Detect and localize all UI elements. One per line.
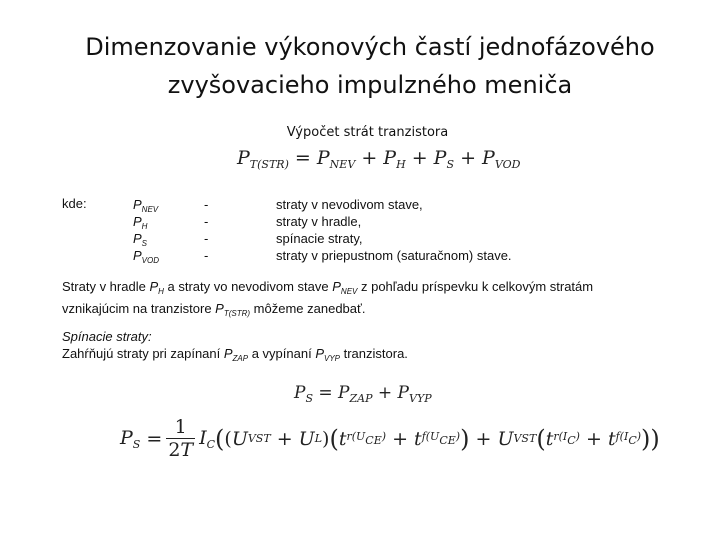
legend-dash: -: [204, 197, 209, 212]
legend-descriptions: [276, 196, 512, 264]
section-subtitle: Výpočet strát tranzistora: [286, 125, 449, 140]
formula-switching-sum: $P_S = P_{ZAP} + P_{VYP}$: [294, 383, 432, 405]
legend-description: spínacie straty,: [276, 231, 363, 246]
legend-description: straty v hradle,: [276, 214, 362, 229]
page-title: [60, 28, 680, 104]
legend-description: straty v nevodivom stave,: [276, 197, 423, 212]
title-line-1: Dimenzovanie výkonových častí jednofázového: [85, 33, 655, 61]
switching-losses-heading: Spínacie straty:: [62, 329, 152, 344]
kde-label: kde:: [62, 196, 87, 211]
legend-symbols: [133, 196, 159, 264]
legend-symbol: $P_{VOD}$: [133, 248, 160, 265]
paragraph-switching: Zahŕňujú straty pri zapínaní $P_{ZAP}$ a vypínaní $P_{VYP}$ tranzistora.: [62, 346, 408, 363]
title-line-2: zvyšovacieho impulzného meniča: [167, 71, 573, 99]
legend-symbol: $P_S$: [133, 231, 148, 248]
legend-dashes: [204, 196, 208, 264]
legend-symbol: $P_H$: [133, 214, 148, 231]
legend-dash: -: [204, 248, 209, 263]
legend-dash: -: [204, 214, 209, 229]
formula-switching-detail: $P_S$ = $\frac{1}{2T}$ $I_C$ ( ( U VST + U L ) ( t $r(U_{CE})$ + t $f(U_{CE})$ ) + U VST ( t $r(I_C)$ + t $f(I_C)$ ) ): [120, 416, 660, 461]
fraction-one-over-2t: $\frac{1}{2T}$: [168, 416, 194, 461]
legend-description: straty v priepustnom (saturačnom) stave.: [276, 248, 512, 263]
formula-total-losses: $P_{T(STR)} = P_{NEV} + P_H + P_S + P_{VOD}$: [237, 147, 521, 171]
paragraph-neglect: Straty v hradle $P_H$ a straty vo nevodivom stave $P_{NEV}$ z pohľadu príspevku k celkovým stratám vznikajúcim na tranzistore $P_{T(STR)}$ môžeme zanedbať.: [62, 279, 594, 318]
legend-dash: -: [204, 231, 209, 246]
legend-symbol: $P_{NEV}$: [133, 197, 159, 214]
